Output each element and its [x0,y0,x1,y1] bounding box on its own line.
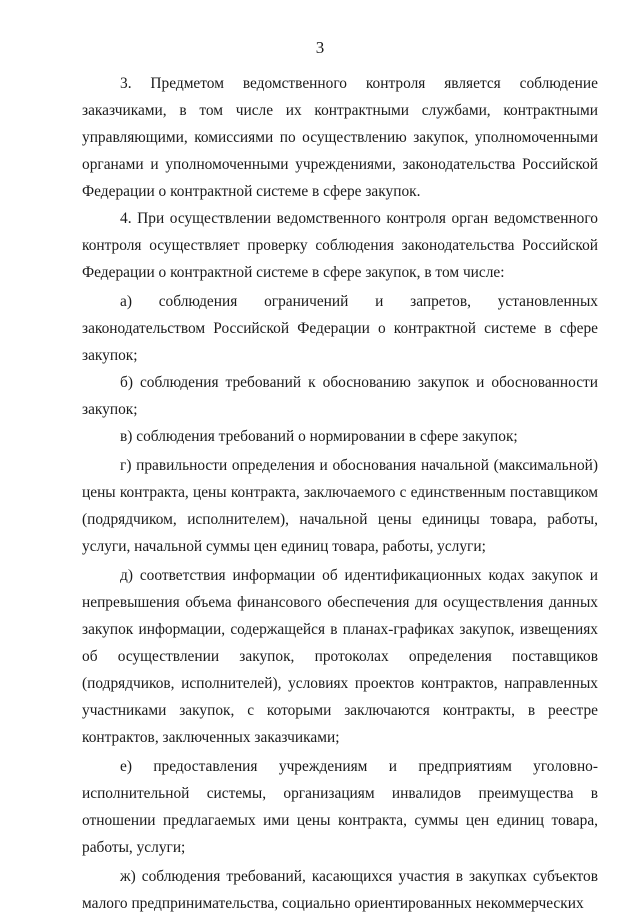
list-item-b: б) соблюдения требований к обоснованию закупок и обоснованности закупок; [82,374,598,418]
list-item-e: е) предоставления учреждениям и предприятиям уголовно-исполнительной системы, организациям инвалидов преимущества в отношении предлагаемых ими цены контракта, суммы цен единиц товара, работы, услуги; [82,758,598,856]
list-item-g: г) правильности определения и обоснования начальной (максимальной) цены контракта, цены контракта, заключаемого с единственным поставщиком (подрядчиком, исполнителем), начальной цены единицы товара, работы, услуги, начальной суммы цен единиц товара, работы, услуги; [82,457,598,555]
document-body [82,70,598,917]
list-item-v: в) соблюдения требований о нормировании в сфере закупок; [120,428,518,445]
list-item-d: д) соответствия информации об идентификационных кодах закупок и непревышения объема финансового обеспечения для осуществления данных закупок информации, содержащейся в планах-графиках закупок, извещениях об осуществлении закупок, протоколах определения поставщиков (подрядчиков, исполнителей), условиях проектов контрактов, направленных участниками закупок, с которыми заключаются контракты, в реестре контрактов, заключенных заказчиками; [82,567,598,746]
list-item-zh: ж) соблюдения требований, касающихся участия в закупках субъектов малого предпринимательства, социально ориентированных некоммерческих [82,868,598,912]
paragraph-3-subject: 3. Предметом ведомственного контроля является соблюдение заказчиками, в том числе их контрактными службами, контрактными управляющими, комиссиями по осуществлению закупок, уполномоченными органами и уполномоченными учреждениями, законодательства Российской Федерации о контрактной системе в сфере закупок. [82,75,598,200]
list-item-a: а) соблюдения ограничений и запретов, установленных законодательством Российской Федерации о контрактной системе в сфере закупок; [82,293,598,364]
paragraph-4-verification: 4. При осуществлении ведомственного контроля орган ведомственного контроля осуществляет проверку соблюдения законодательства Российской Федерации о контрактной системе в сфере закупок, в том числе: [82,210,598,281]
page-number: 3 [315,38,325,57]
